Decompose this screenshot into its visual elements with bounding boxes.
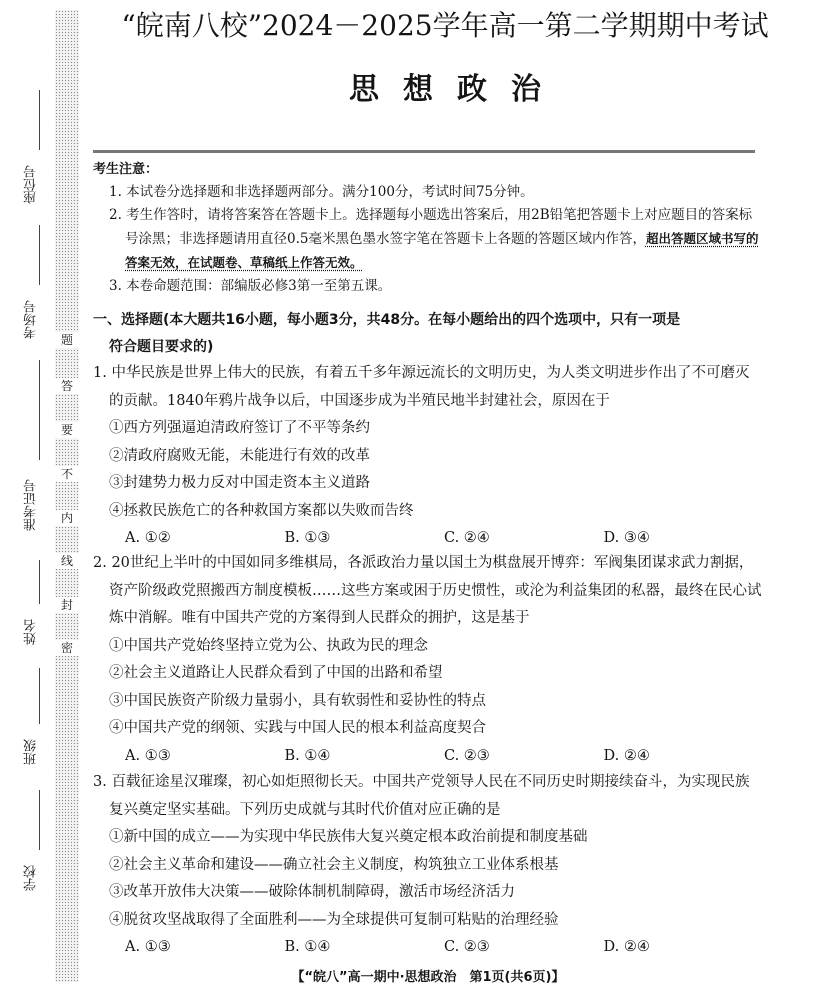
question-statement: ③改革开放伟大决策——破除体制机制障碍，激活市场经济活力: [109, 884, 515, 900]
exam-room-line: [39, 225, 40, 285]
question-stem: 1. 中华民族是世界上伟大的民族，有着五千多年源远流长的文明历史，为人类文明进步作出了不可磨灭的贡献。1840年鸦片战争以后，中国逐步成为半殖民地半封建社会，原因在于: [93, 365, 750, 409]
option-b: B. ①④: [284, 939, 331, 955]
name-line: [39, 560, 40, 604]
option-d: D. ②④: [603, 747, 650, 764]
answer-options: [93, 743, 763, 771]
admission-number-line: [39, 360, 40, 460]
seat-number-line: [39, 90, 40, 150]
section-heading-line: 一、选择题(本大题共16小题，每小题3分，共48分。在每小题给出的四个选项中，只有一项是: [93, 312, 681, 328]
class-line: [39, 668, 40, 724]
option-d: D. ③④: [603, 530, 650, 546]
section-heading: [93, 307, 763, 361]
question-statement: ④中国共产党的纲领、实践与中国人民的根本利益高度契合: [109, 720, 486, 736]
notice-item-text: 2. 考生作答时，请将答案答在答题卡上。选择题每小题选出答案后，用2B铅笔把答题卡上对应题目的答案标号涂黑；非选择题请用直径0.5毫米黑色墨水签字笔在答题卡上各题的答题区域内作答，: [109, 207, 753, 247]
question-statement: ③封建势力极力反对中国走资本主义道路: [109, 475, 370, 491]
question-stem: 2. 20世纪上半叶的中国如同多维棋局，各派政治力量以国土为棋盘展开博弈：军阀集团谋求武力割据，资产阶级政党照搬西方制度模板……这些方案或困于历史惯性，或沦为利益集团的私器，最终在民心试炼中消解。唯有中国共产党的方案得到人民群众的拥护，这是基于: [93, 555, 762, 626]
question-statement: ①西方列强逼迫清政府签订了不平等条约: [109, 420, 370, 436]
notice-item: [93, 204, 763, 275]
option-a: A. ①③: [125, 747, 171, 764]
option-c: C. ②④: [444, 530, 490, 546]
question-2: [93, 550, 763, 770]
question-1: [93, 360, 763, 553]
binding-word: 答: [55, 378, 79, 394]
answer-options: [93, 525, 763, 553]
question-statement: ④脱贫攻坚战取得了全面胜利——为全球提供可复制可粘贴的治理经验: [109, 911, 559, 928]
section-heading-cont: 符合题目要求的): [109, 339, 214, 355]
question-3: [93, 769, 763, 962]
binding-word: 题: [55, 332, 79, 348]
option-d: D. ②④: [603, 939, 650, 955]
school-line: [39, 790, 40, 850]
exam-notice: [93, 158, 763, 298]
seat-number-label: 座位号: [24, 165, 39, 205]
page-footer: 【“皖八”高一期中·思想政治 第1页(共6页)】: [291, 970, 565, 985]
header-rule: [93, 150, 755, 153]
binding-word: 内: [55, 510, 79, 526]
question-statement: ②清政府腐败无能，未能进行有效的改革: [109, 447, 370, 464]
question-stem: 3. 百载征途星汉璀璨，初心如炬照彻长天。中国共产党领导人民在不同历史时期接续奋斗，为实现民族复兴奠定坚实基础。下列历史成就与其时代价值对应正确的是: [93, 774, 750, 818]
notice-item: 3. 本卷命题范围：部编版必修3第一至第五课。: [109, 278, 392, 294]
binding-word: 要: [55, 422, 79, 438]
subject-title: 思想政治: [349, 72, 565, 107]
binding-word: 封: [55, 597, 79, 613]
question-statement: ④拯救民族危亡的各种救国方案都以失败而告终: [109, 502, 414, 519]
option-b: B. ①④: [284, 747, 331, 764]
option-b: B. ①③: [284, 530, 331, 546]
option-a: A. ①②: [125, 530, 171, 546]
class-label: 班级: [24, 739, 39, 765]
exam-room-label: 考场号: [24, 300, 39, 340]
question-statement: ③中国民族资产阶级力量弱小，具有软弱性和妥协性的特点: [109, 692, 486, 709]
school-label: 学校: [24, 865, 39, 891]
notice-item: 1. 本试卷分选择题和非选择题两部分。满分100分，考试时间75分钟。: [109, 184, 534, 200]
binding-word: 密: [55, 640, 79, 656]
question-statement: ②社会主义革命和建设——确立社会主义制度，构筑独立工业体系根基: [109, 856, 559, 873]
question-statement: ①中国共产党始终坚持立党为公、执政为民的理念: [109, 637, 428, 654]
answer-options: [93, 934, 763, 962]
option-c: C. ②③: [444, 747, 490, 764]
binding-word: 不: [55, 466, 79, 482]
question-statement: ②社会主义道路让人民群众看到了中国的出路和希望: [109, 665, 443, 681]
option-c: C. ②③: [444, 939, 490, 955]
admission-number-label: 准考证号: [24, 479, 39, 531]
exam-title: “皖南八校”2024－2025学年高一第二学期期中考试: [121, 9, 769, 42]
name-label: 姓名: [24, 619, 39, 645]
option-a: A. ①③: [125, 939, 171, 955]
question-statement: ①新中国的成立——为实现中华民族伟大复兴奠定根本政治前提和制度基础: [109, 829, 588, 845]
notice-emphasis: 超出答题区域书写的答案无效，在试题卷、草稿纸上作答无效。: [125, 231, 759, 270]
notice-heading: 考生注意：: [93, 162, 159, 177]
binding-strip: [55, 10, 79, 982]
binding-word: 线: [55, 553, 79, 569]
